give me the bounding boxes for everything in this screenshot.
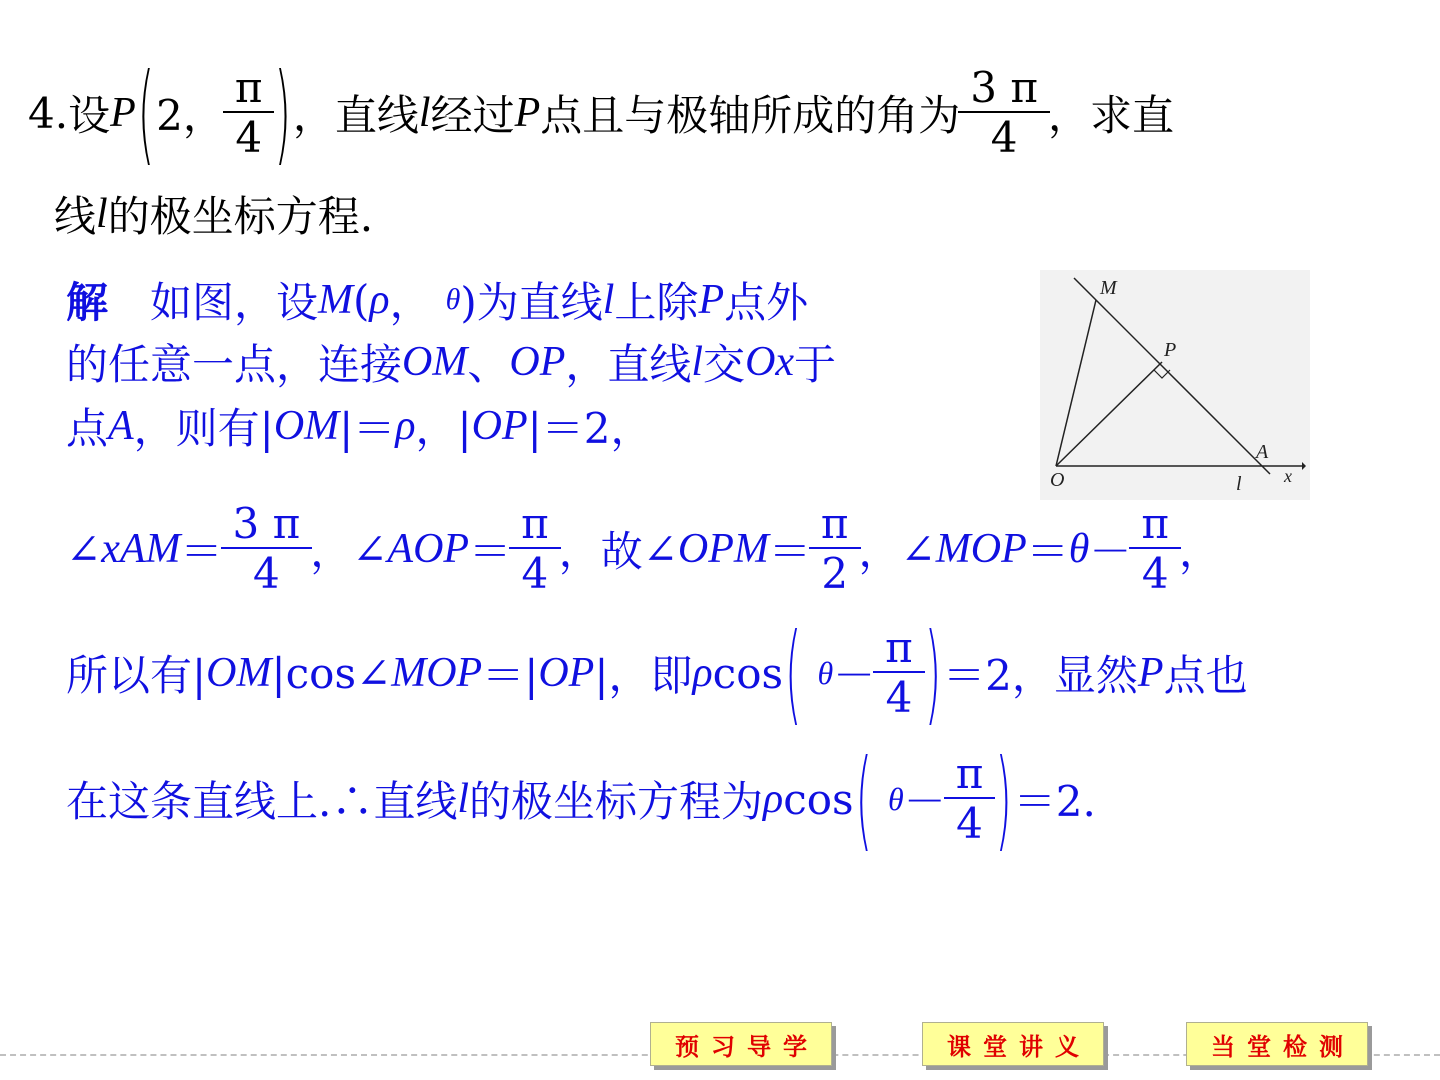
solution-text: ，故	[558, 527, 643, 576]
rho-symbol: ρ	[763, 776, 784, 822]
right-paren: )	[995, 735, 1012, 863]
minus: －	[833, 651, 876, 700]
fraction-numerator: π	[820, 499, 849, 548]
solution-text: 点	[66, 404, 109, 453]
diagram-label-o: O	[1050, 469, 1065, 491]
fraction-pi-over-4	[950, 749, 990, 848]
solution-text: |＝	[339, 404, 396, 453]
solution-text: ，	[858, 527, 901, 576]
right-paren: )	[924, 609, 942, 737]
point-p: P	[514, 90, 541, 136]
point-p: P	[1137, 650, 1164, 696]
fraction-denominator: 2	[809, 547, 861, 595]
fraction-denominator: 4	[1129, 547, 1181, 595]
point-m: M	[318, 277, 354, 323]
fraction-pi-over-4	[1135, 499, 1175, 598]
solution-text: 的任意一点，连接	[66, 340, 403, 389]
fraction-numerator: π	[885, 623, 913, 672]
solution-text: ，|	[415, 404, 472, 453]
diagram-label-x: x	[1284, 466, 1292, 486]
solution-text: 所以有|	[66, 651, 207, 700]
line-l: l	[602, 277, 615, 323]
left-paren: (	[137, 49, 155, 177]
angle-opm: OPM	[677, 526, 769, 572]
solution-text: 上除	[614, 278, 699, 327]
solution-text: ，	[310, 527, 353, 576]
fraction-denominator: 4	[221, 547, 313, 595]
fraction-numerator: π	[955, 749, 984, 798]
line-l: l	[691, 339, 704, 385]
fraction-pi-over-2	[815, 499, 855, 598]
solution-text: |，即	[594, 651, 693, 700]
solution-text: 点外	[724, 278, 809, 327]
fraction-denominator: 4	[958, 111, 1050, 159]
solution-text: 、	[467, 340, 510, 389]
fraction-numerator: π	[521, 499, 549, 548]
fraction-pi-over-4	[515, 499, 555, 598]
solution-text: )为直线	[460, 278, 603, 327]
cos-function: cos	[712, 648, 784, 698]
fraction-denominator: 4	[509, 547, 561, 595]
solution-text: ，	[389, 278, 432, 327]
nav-lecture-button[interactable]: 课堂讲义	[922, 1022, 1104, 1066]
problem-text: 设	[68, 91, 111, 140]
solution-text: 交	[703, 340, 746, 389]
fraction-denominator: 4	[223, 111, 275, 159]
solution-line-6	[66, 735, 1096, 863]
minus: －	[903, 777, 946, 826]
geometry-diagram	[1040, 270, 1310, 500]
fraction-3pi-over-4	[227, 499, 307, 598]
theta-symbol: θ	[817, 654, 834, 691]
nav-test-button[interactable]: 当堂检测	[1186, 1022, 1368, 1066]
line-l: l	[418, 90, 431, 136]
solution-text: 在这条直线上.∴直线	[66, 777, 458, 826]
angle-aop: AOP	[387, 526, 470, 572]
diagram-label-m: M	[1100, 277, 1117, 299]
problem-text: 线	[54, 192, 97, 241]
problem-text: ，直线	[292, 91, 419, 140]
problem-text: 经过	[430, 91, 515, 140]
segment-op: OP	[538, 650, 595, 696]
solution-line-4	[66, 494, 1221, 604]
solution-text: |＝2，	[527, 404, 653, 453]
solution-line-1	[66, 270, 808, 330]
minus: －	[1089, 527, 1132, 576]
solution-line-5	[66, 609, 1248, 737]
angle-mop: MOP	[391, 650, 483, 696]
segment-om: OM	[273, 403, 340, 449]
point-a: A	[108, 403, 134, 449]
point-p: P	[110, 90, 136, 136]
equals: ＝	[469, 527, 512, 576]
cos-function: cos	[783, 774, 854, 824]
problem-text: 2，	[156, 91, 225, 140]
fraction-pi-over-4	[879, 623, 919, 722]
solution-text: 点也	[1163, 651, 1248, 700]
solution-text: 如图，设	[108, 278, 319, 327]
rho-symbol: ρ	[692, 650, 713, 696]
solution-label: 解	[66, 278, 109, 327]
solution-text: ，	[1179, 527, 1222, 576]
fraction-denominator: 4	[944, 797, 996, 845]
solution-text: ＝2.	[1013, 777, 1096, 826]
problem-text: 点且与极轴所成的角为	[540, 91, 961, 140]
solution-text: ＝2，显然	[943, 651, 1138, 700]
equals: ＝	[180, 527, 223, 576]
problem-line-2	[54, 184, 373, 244]
fraction-numerator: π	[1141, 499, 1170, 548]
angle-symbol: ∠	[642, 524, 678, 574]
fraction-3pi-over-4	[964, 63, 1044, 162]
segment-om: OM	[206, 650, 272, 696]
solution-text: (	[353, 275, 370, 325]
diagram-label-a: A	[1256, 441, 1269, 463]
angle-mop: MOP	[935, 526, 1027, 572]
angle-symbol: ∠	[66, 524, 102, 574]
segment-op: OP	[471, 403, 528, 449]
segment-om: OM	[402, 339, 468, 385]
diagram-label-p: P	[1164, 339, 1177, 361]
line-l: l	[96, 191, 108, 237]
segment-op: OP	[509, 339, 566, 385]
solution-text: ，则有|	[133, 404, 274, 453]
angle-symbol: ∠	[352, 524, 388, 574]
theta-symbol: θ	[445, 283, 461, 316]
problem-text: ，求直	[1047, 91, 1174, 140]
solution-line-2	[66, 332, 836, 392]
line-l: l	[457, 776, 470, 822]
solution-line-3	[66, 396, 653, 456]
point-p: P	[698, 277, 725, 323]
left-paren: (	[785, 609, 802, 737]
fraction-numerator: 3 π	[970, 63, 1038, 112]
nav-preview-button[interactable]: 预习导学	[650, 1022, 832, 1066]
angle-symbol: ∠	[900, 524, 936, 574]
fraction-pi-over-4	[229, 63, 269, 162]
fraction-denominator: 4	[873, 671, 925, 719]
right-paren: )	[274, 49, 291, 177]
rho-symbol: ρ	[369, 277, 390, 323]
axis-ox: Ox	[745, 339, 795, 385]
angle-xam: xAM	[101, 526, 181, 572]
solution-text: 于	[794, 340, 837, 389]
solution-text: 的极坐标方程为	[469, 777, 764, 826]
equals: ＝	[768, 527, 811, 576]
equals: ＝	[1026, 527, 1069, 576]
solution-text: |cos∠	[271, 648, 392, 698]
solution-text: ＝|	[482, 651, 539, 700]
fraction-numerator: 3 π	[232, 499, 301, 548]
theta-symbol: θ	[1068, 526, 1090, 572]
left-paren: (	[855, 735, 872, 863]
solution-text: ，直线	[565, 340, 692, 389]
problem-line-1	[28, 49, 1174, 177]
problem-text: 的极坐标方程.	[107, 192, 374, 241]
theta-symbol: θ	[887, 780, 904, 817]
rho-symbol: ρ	[395, 403, 416, 449]
problem-number: 4.	[28, 88, 69, 138]
diagram-label-l: l	[1236, 473, 1242, 495]
fraction-numerator: π	[234, 63, 263, 112]
